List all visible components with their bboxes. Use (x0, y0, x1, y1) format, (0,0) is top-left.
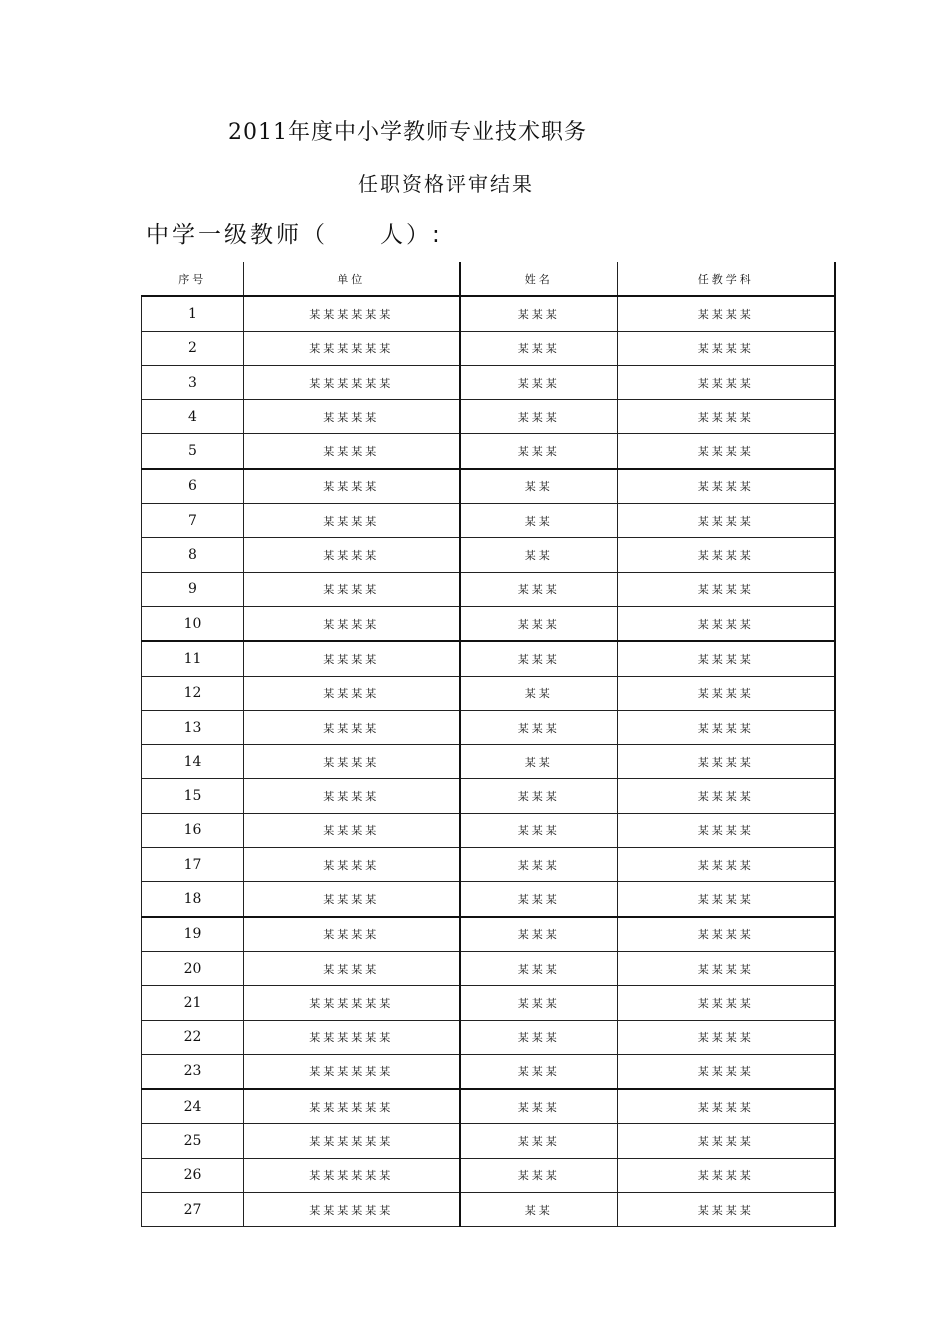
row-name: 某某某 (460, 710, 618, 744)
row-subject: 某某某某 (618, 504, 835, 538)
header-no: 序号 (142, 262, 244, 296)
row-subject: 某某某某 (618, 400, 835, 434)
row-subject: 某某某某 (618, 469, 835, 504)
row-unit: 某某某某 (244, 882, 460, 917)
row-number: 5 (142, 434, 244, 469)
table-row (142, 917, 835, 952)
row-unit: 某某某某 (244, 676, 460, 710)
row-name: 某某某 (460, 779, 618, 813)
row-name: 某某某 (460, 917, 618, 952)
row-unit: 某某某某 (244, 917, 460, 952)
row-unit: 某某某某某某 (244, 1124, 460, 1158)
row-name: 某某某 (460, 331, 618, 365)
row-subject: 某某某某 (618, 606, 835, 641)
table-body (142, 296, 835, 1227)
table-row (142, 538, 835, 572)
row-unit: 某某某某 (244, 572, 460, 606)
table-row (142, 641, 835, 676)
row-unit: 某某某某某某 (244, 365, 460, 399)
row-unit: 某某某某 (244, 779, 460, 813)
table-row (142, 710, 835, 744)
row-number: 14 (142, 745, 244, 779)
row-number: 18 (142, 882, 244, 917)
table-row (142, 504, 835, 538)
table-row (142, 1054, 835, 1089)
row-unit: 某某某某某某 (244, 331, 460, 365)
row-name: 某某某 (460, 848, 618, 882)
table-row (142, 469, 835, 504)
row-number: 17 (142, 848, 244, 882)
section-heading-suffix: 人）: (380, 222, 443, 248)
table-row (142, 1124, 835, 1158)
row-subject: 某某某某 (618, 641, 835, 676)
row-name: 某某 (460, 1193, 618, 1227)
row-unit: 某某某某 (244, 848, 460, 882)
row-number: 12 (142, 676, 244, 710)
row-subject: 某某某某 (618, 572, 835, 606)
row-unit: 某某某某 (244, 951, 460, 985)
row-number: 7 (142, 504, 244, 538)
row-name: 某某 (460, 504, 618, 538)
row-name: 某某某 (460, 1089, 618, 1124)
table-row (142, 951, 835, 985)
row-subject: 某某某某 (618, 1193, 835, 1227)
table-row (142, 572, 835, 606)
row-number: 3 (142, 365, 244, 399)
row-name: 某某某 (460, 641, 618, 676)
section-heading (146, 216, 443, 249)
table-row (142, 882, 835, 917)
row-subject: 某某某某 (618, 848, 835, 882)
row-unit: 某某某某某某 (244, 986, 460, 1020)
row-number: 27 (142, 1193, 244, 1227)
header-name: 姓名 (460, 262, 618, 296)
row-name: 某某某 (460, 951, 618, 985)
row-unit: 某某某某 (244, 606, 460, 641)
row-unit: 某某某某某某 (244, 1020, 460, 1054)
table-row (142, 986, 835, 1020)
row-number: 19 (142, 917, 244, 952)
row-subject: 某某某某 (618, 1089, 835, 1124)
row-number: 20 (142, 951, 244, 985)
row-subject: 某某某某 (618, 986, 835, 1020)
header-subject: 任教学科 (618, 262, 835, 296)
row-number: 1 (142, 296, 244, 331)
row-subject: 某某某某 (618, 1124, 835, 1158)
row-name: 某某某 (460, 572, 618, 606)
row-subject: 某某某某 (618, 1020, 835, 1054)
row-unit: 某某某某某某 (244, 1089, 460, 1124)
document-title: 2011年度中小学教师专业技术职务 (228, 120, 587, 145)
table-row (142, 1020, 835, 1054)
table-row (142, 1193, 835, 1227)
row-number: 15 (142, 779, 244, 813)
row-number: 2 (142, 331, 244, 365)
row-unit: 某某某某某某 (244, 296, 460, 331)
row-name: 某某某 (460, 1124, 618, 1158)
row-subject: 某某某某 (618, 1054, 835, 1089)
row-number: 25 (142, 1124, 244, 1158)
row-subject: 某某某某 (618, 676, 835, 710)
row-name: 某某某 (460, 882, 618, 917)
row-number: 22 (142, 1020, 244, 1054)
row-subject: 某某某某 (618, 710, 835, 744)
document-subtitle: 任职资格评审结果 (358, 172, 534, 196)
row-number: 24 (142, 1089, 244, 1124)
row-number: 21 (142, 986, 244, 1020)
row-unit: 某某某某某某 (244, 1158, 460, 1192)
row-number: 6 (142, 469, 244, 504)
row-subject: 某某某某 (618, 745, 835, 779)
table-row (142, 400, 835, 434)
row-name: 某某某 (460, 986, 618, 1020)
row-unit: 某某某某 (244, 710, 460, 744)
header-unit: 单位 (244, 262, 460, 296)
table-row (142, 1158, 835, 1192)
row-unit: 某某某某某某 (244, 1193, 460, 1227)
row-subject: 某某某某 (618, 882, 835, 917)
table-row (142, 745, 835, 779)
row-name: 某某某 (460, 1158, 618, 1192)
row-name: 某某某 (460, 1054, 618, 1089)
row-number: 26 (142, 1158, 244, 1192)
row-name: 某某 (460, 676, 618, 710)
row-name: 某某某 (460, 434, 618, 469)
row-number: 8 (142, 538, 244, 572)
row-number: 10 (142, 606, 244, 641)
table-row (142, 434, 835, 469)
table-row (142, 848, 835, 882)
row-unit: 某某某某 (244, 400, 460, 434)
row-name: 某某 (460, 745, 618, 779)
row-name: 某某某 (460, 606, 618, 641)
table-row (142, 365, 835, 399)
row-unit: 某某某某 (244, 641, 460, 676)
table-row (142, 676, 835, 710)
row-number: 4 (142, 400, 244, 434)
row-unit: 某某某某 (244, 434, 460, 469)
row-name: 某某某 (460, 365, 618, 399)
row-number: 16 (142, 813, 244, 847)
row-subject: 某某某某 (618, 917, 835, 952)
row-number: 23 (142, 1054, 244, 1089)
row-unit: 某某某某 (244, 813, 460, 847)
row-subject: 某某某某 (618, 296, 835, 331)
row-subject: 某某某某 (618, 365, 835, 399)
table-row (142, 779, 835, 813)
row-number: 11 (142, 641, 244, 676)
row-subject: 某某某某 (618, 779, 835, 813)
row-subject: 某某某某 (618, 1158, 835, 1192)
row-unit: 某某某某某某 (244, 1054, 460, 1089)
row-subject: 某某某某 (618, 434, 835, 469)
table-header-row (142, 262, 835, 296)
row-unit: 某某某某 (244, 538, 460, 572)
table-row (142, 1089, 835, 1124)
row-name: 某某 (460, 469, 618, 504)
row-name: 某某某 (460, 813, 618, 847)
row-unit: 某某某某 (244, 469, 460, 504)
row-number: 13 (142, 710, 244, 744)
row-subject: 某某某某 (618, 538, 835, 572)
table-row (142, 606, 835, 641)
table-row (142, 813, 835, 847)
row-subject: 某某某某 (618, 331, 835, 365)
table-row (142, 296, 835, 331)
row-unit: 某某某某 (244, 504, 460, 538)
row-name: 某某 (460, 538, 618, 572)
row-name: 某某某 (460, 1020, 618, 1054)
roster-table (141, 262, 836, 1227)
row-number: 9 (142, 572, 244, 606)
row-subject: 某某某某 (618, 951, 835, 985)
table-row (142, 331, 835, 365)
section-heading-prefix: 中学一级教师（ (146, 222, 328, 248)
row-name: 某某某 (460, 400, 618, 434)
row-name: 某某某 (460, 296, 618, 331)
row-subject: 某某某某 (618, 813, 835, 847)
row-unit: 某某某某 (244, 745, 460, 779)
